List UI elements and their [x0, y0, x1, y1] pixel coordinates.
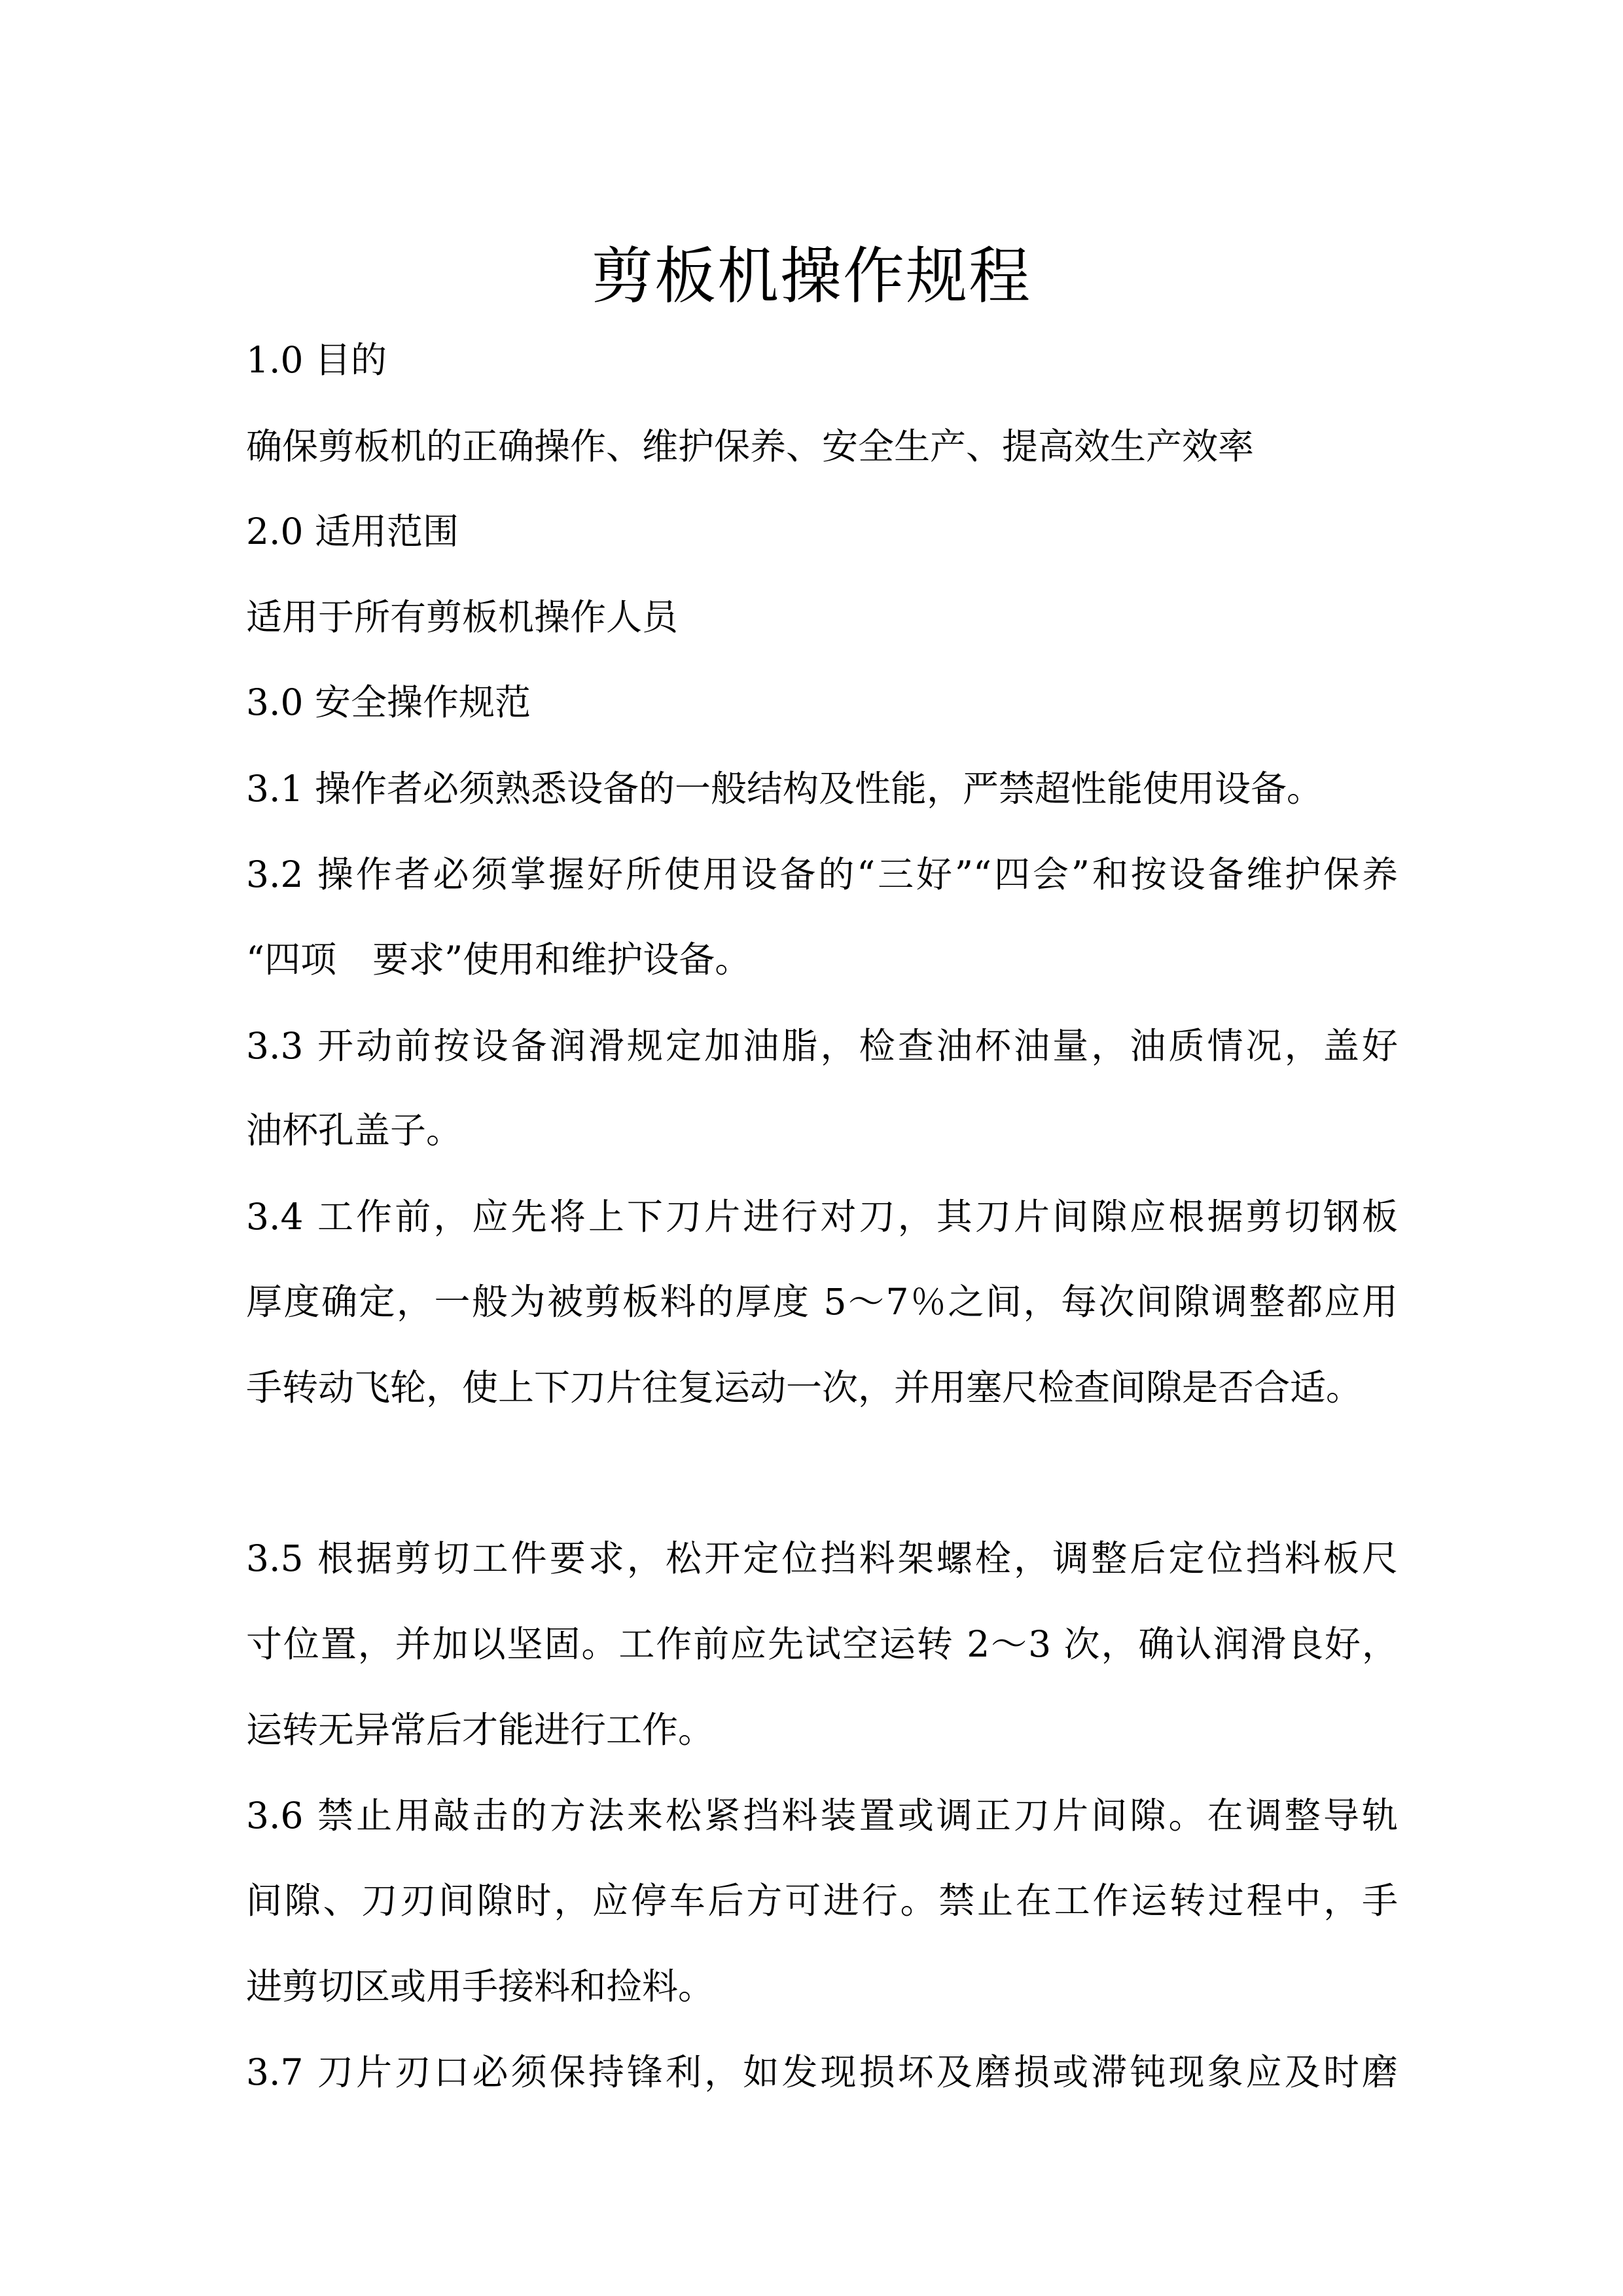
- text-line: 3.2 操作者必须掌握好所使用设备的“三好”“四会”和按设备维护保养: [246, 853, 1398, 895]
- text-line: 3.4 工作前，应先将上下刀片进行对刀，其刀片间隙应根据剪切钢板: [246, 1196, 1398, 1238]
- text-line: 3.6 禁止用敲击的方法来松紧挡料装置或调正刀片间隙。在调整导轨: [246, 1795, 1398, 1837]
- text-line: 确保剪板机的正确操作、维护保养、安全生产、提高效生产效率: [246, 425, 1255, 467]
- text-line: 3.3 开动前按设备润滑规定加油脂，检查油杯油量，油质情况，盖好: [246, 1025, 1398, 1067]
- text-line: 寸位置，并加以坚固。工作前应先试空运转 2～3 次，确认润滑良好，: [246, 1623, 1398, 1665]
- text-line: 3.1 操作者必须熟悉设备的一般结构及性能，严禁超性能使用设备。: [246, 768, 1323, 810]
- text-line: 油杯孔盖子。: [246, 1109, 463, 1151]
- text-line: “四项 要求”使用和维护设备。: [246, 939, 751, 980]
- text-line: 进剪切区或用手接料和捡料。: [246, 1965, 715, 2007]
- text-line: 3.0 安全操作规范: [246, 681, 531, 723]
- text-line: 3.7 刀片刃口必须保持锋利，如发现损坏及磨损或滞钝现象应及时磨: [246, 2051, 1398, 2093]
- text-line: 厚度确定，一般为被剪板料的厚度 5～7％之间，每次间隙调整都应用: [246, 1281, 1398, 1323]
- text-line: 适用于所有剪板机操作人员: [246, 596, 679, 638]
- text-line: 间隙、刀刃间隙时，应停车后方可进行。禁止在工作运转过程中，手: [246, 1880, 1398, 1922]
- text-line: 1.0 目的: [246, 339, 387, 381]
- text-line: 3.5 根据剪切工件要求，松开定位挡料架螺栓，调整后定位挡料板尺: [246, 1537, 1398, 1579]
- text-line: 运转无异常后才能进行工作。: [246, 1709, 715, 1751]
- document-title: 剪板机操作规程: [591, 241, 1031, 312]
- text-line: 2.0 适用范围: [246, 511, 459, 552]
- text-line: 手转动飞轮，使上下刀片往复运动一次，并用塞尺检查间隙是否合适。: [246, 1367, 1363, 1408]
